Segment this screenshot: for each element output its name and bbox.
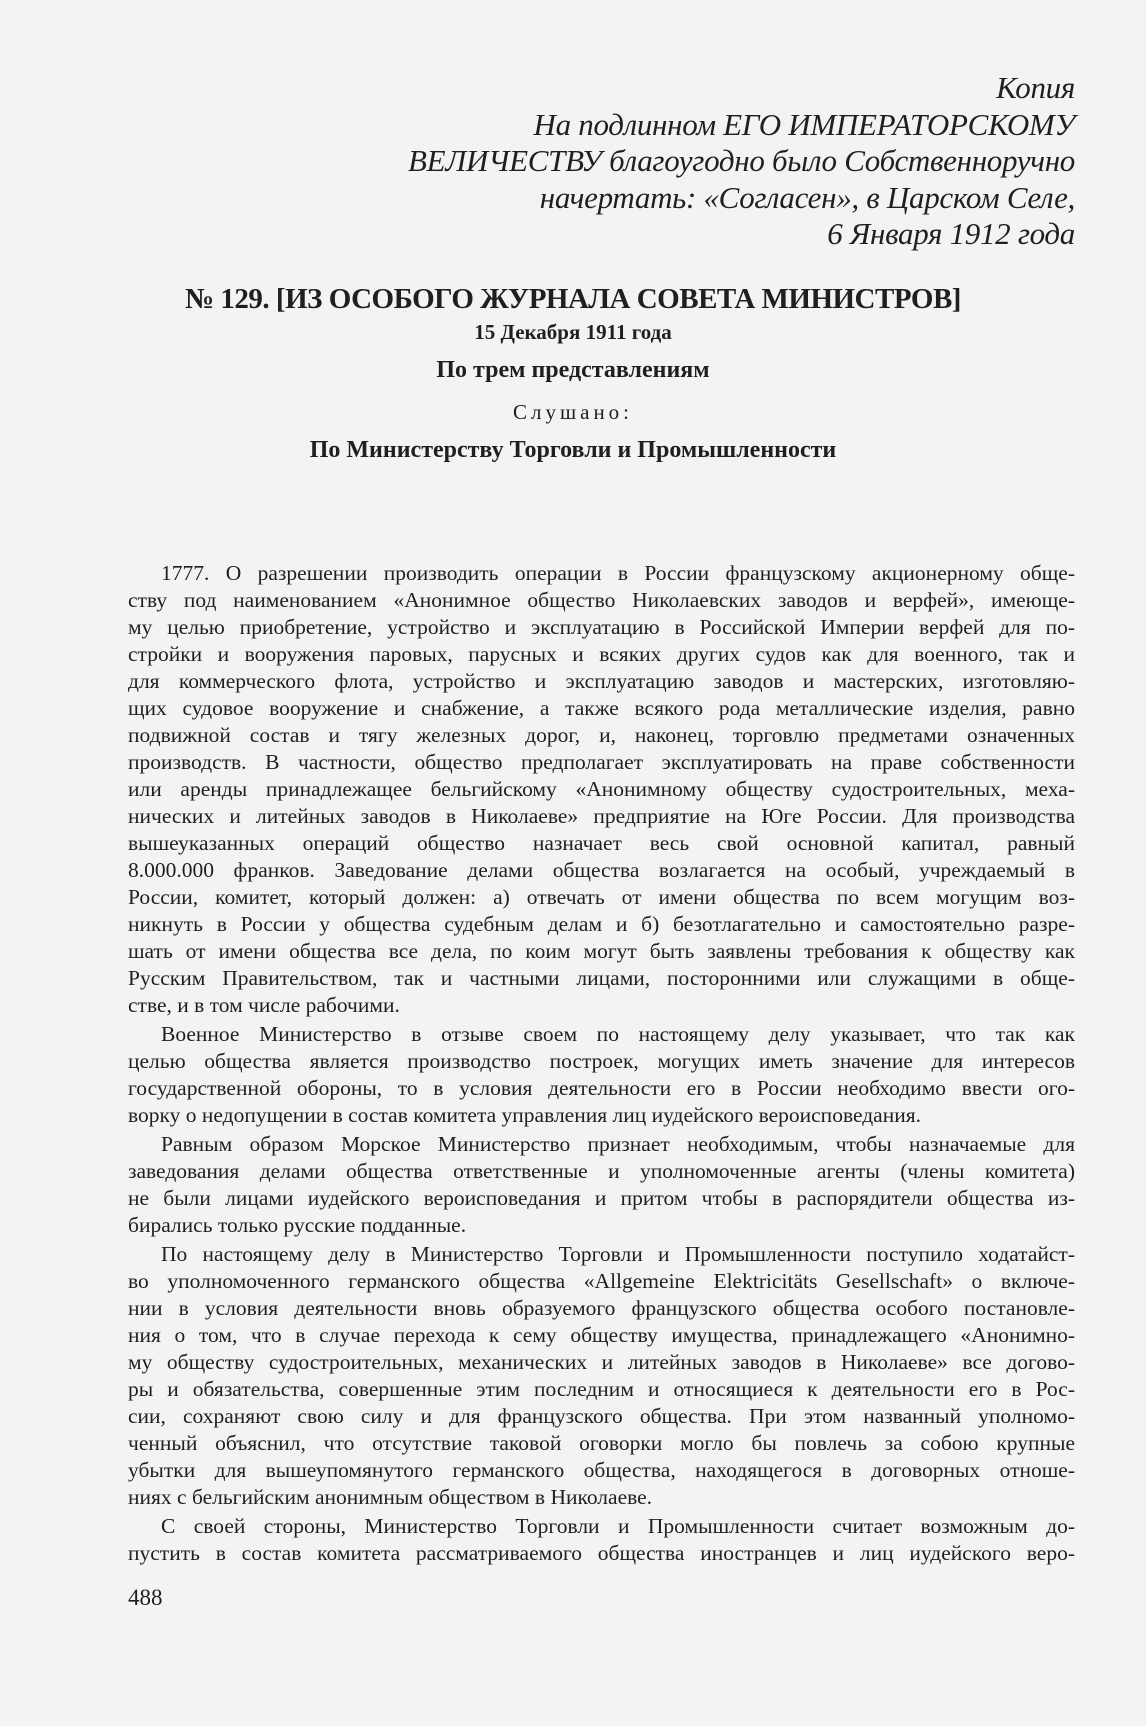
text-line: С своей стороны, Министерство Торговли и Промышленности считает возможным до- (161, 1514, 1075, 1538)
paragraph (128, 1131, 1075, 1239)
text-line: Равным образом Морское Министерство признает необходимым, чтобы назначаемые для (161, 1132, 1075, 1156)
ministry-heading: По Министерству Торговли и Промышленности (309, 437, 837, 463)
text-line: бирались только русские подданные. (128, 1213, 467, 1237)
approval-note-line: Копия (996, 70, 1075, 105)
text-line: ворку о недопущении в состав комитета управления лиц иудейского вероисповедания. (128, 1103, 921, 1127)
text-line: производств. В частности, общество предполагает эксплуатировать на праве собственности (128, 750, 1075, 774)
text-line: России, комитет, который должен: а) отвечать от имени общества по всем могущим воз- (128, 885, 1075, 909)
document-body (128, 560, 1075, 1569)
text-line: му целью приобретение, устройство и эксплуатацию в Российской Империи верфей для по- (128, 615, 1075, 639)
paragraph (128, 1241, 1075, 1511)
text-line: пустить в состав комитета рассматриваемого общества иностранцев и лиц иудейского веро- (128, 1541, 1075, 1565)
document-title: № 129. [ИЗ ОСОБОГО ЖУРНАЛА СОВЕТА МИНИСТРОВ] (185, 283, 961, 315)
text-line: подвижной состав и тягу железных дорог, и, наконец, торговлю предметами означенных (128, 723, 1075, 747)
text-line: ния о том, что в случае перехода к сему обществу имущества, принадлежащего «Анонимно- (128, 1323, 1075, 1347)
text-line: щих судовое вооружение и снабжение, а также всякого рода металлические изделия, равно (128, 696, 1075, 720)
text-line: Русским Правительством, так и частными лицами, посторонними или служащими в обще- (128, 966, 1075, 990)
text-line: заведования делами общества ответственные и уполномоченные агенты (члены комитета) (128, 1159, 1075, 1183)
text-line: ству под наименованием «Анонимное общество Николаевских заводов и верфей», имеюще- (128, 588, 1075, 612)
text-line: ры и обязательства, совершенные этим последним и относящиеся к деятельности его в Рос- (128, 1377, 1075, 1401)
approval-note-line: ВЕЛИЧЕСТВУ благоугодно было Собственноручно (408, 143, 1075, 178)
text-line: ченный объяснил, что отсутствие таковой оговорки могло бы повлечь за собою крупные (128, 1431, 1075, 1455)
text-line: стройки и вооружения паровых, парусных и всяких других судов как для военного, так и (128, 642, 1075, 666)
text-line: во уполномоченного германского общества «Allgemeine Elektricitäts Gesellschaft» о включе- (128, 1269, 1075, 1293)
text-line: государственной обороны, то в условия деятельности его в России необходимо ввести ого- (128, 1076, 1075, 1100)
text-line: сии, сохраняют свою силу и для французского общества. При этом названный уполномо- (128, 1404, 1075, 1428)
paragraph (128, 1513, 1075, 1567)
text-line: вышеуказанных операций общество назначает весь свой основной капитал, равный (128, 831, 1075, 855)
text-line: 8.000.000 франков. Заведование делами общества возлагается на особый, учреждаемый в (128, 858, 1075, 882)
text-line: нии в условия деятельности вновь образуемого французского общества особого постановле- (128, 1296, 1075, 1320)
paragraph (128, 1021, 1075, 1129)
text-line: му обществу судостроительных, механических и литейных заводов в Николаеве» все догово- (128, 1350, 1075, 1374)
document-subtitle: По трем представлениям (436, 357, 710, 383)
text-line: стве, и в том числе рабочими. (128, 993, 400, 1017)
text-line: 1777. О разрешении производить операции в России французскому акционерному обще- (161, 561, 1075, 585)
page-number: 488 (128, 1585, 163, 1610)
text-line: шать от имени общества все дела, по коим могут быть заявлены требования к обществу как (128, 939, 1075, 963)
approval-note (408, 70, 1075, 253)
text-line: никнуть в России у общества судебным делам и б) безотлагательно и самостоятельно разре- (128, 912, 1075, 936)
text-line: или аренды принадлежащее бельгийскому «Анонимному обществу судостроительных, меха- (128, 777, 1075, 801)
heard-label: Слушано: (512, 400, 634, 424)
approval-note-line: На подлинном ЕГО ИМПЕРАТОРСКОМУ (533, 106, 1075, 142)
text-line: ниях с бельгийским анонимным обществом в Николаеве. (128, 1485, 653, 1509)
approval-note-line: 6 Января 1912 года (827, 216, 1075, 251)
text-line: нических и литейных заводов в Николаеве» предприятие на Юге России. Для производства (128, 804, 1075, 828)
text-line: Военное Министерство в отзыве своем по настоящему делу указывает, что так как (161, 1022, 1075, 1046)
text-line: убытки для вышеупомянутого германского общества, находящегося в договорных отноше- (128, 1458, 1075, 1482)
text-line: не были лицами иудейского вероисповедания и притом чтобы в распорядители общества из- (128, 1186, 1075, 1210)
document-date: 15 Декабря 1911 года (474, 320, 672, 344)
text-line: для коммерческого флота, устройство и эксплуатацию заводов и мастерских, изготовляю- (128, 669, 1075, 693)
approval-note-line: начертать: «Согласен», в Царском Селе, (539, 179, 1075, 215)
paragraph (128, 560, 1075, 1019)
text-line: По настоящему делу в Министерство Торговли и Промышленности поступило ходатайст- (161, 1242, 1075, 1266)
text-line: целью общества является производство построек, могущих иметь значение для интересов (128, 1049, 1075, 1073)
